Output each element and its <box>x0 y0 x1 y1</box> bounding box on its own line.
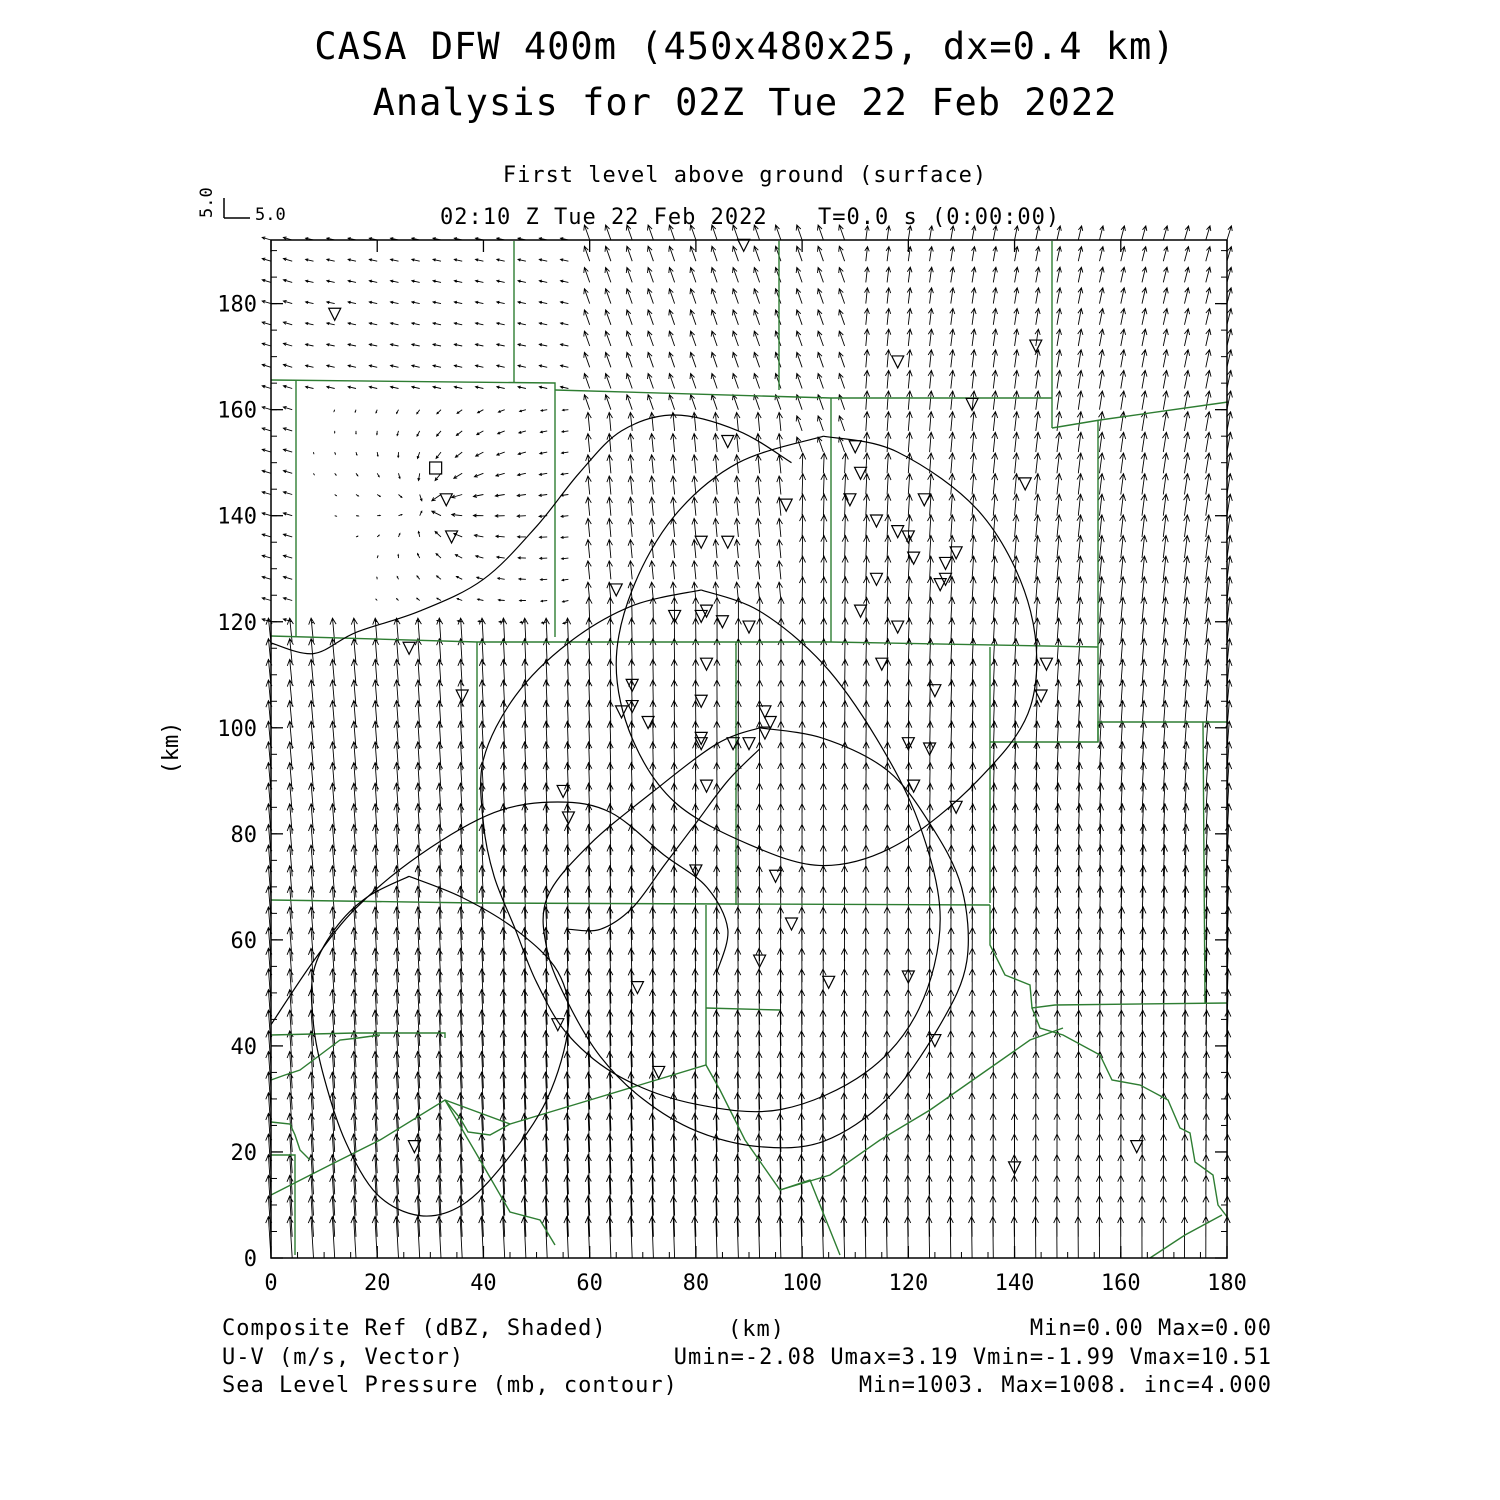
y-tick-label: 80 <box>230 822 257 848</box>
station-marker <box>701 658 713 670</box>
county-line <box>271 900 990 905</box>
station-marker <box>743 621 755 633</box>
station-marker <box>908 780 920 792</box>
model-time-label: T=0.0 s (0:00:00) <box>818 205 1061 230</box>
level-label: First level above ground (surface) <box>502 163 988 188</box>
station-marker <box>950 801 962 813</box>
county-line <box>271 380 555 637</box>
station-marker <box>610 584 622 596</box>
station-marker <box>940 557 952 569</box>
x-tick-label: 80 <box>682 1271 710 1296</box>
station-marker <box>446 531 458 543</box>
station-marker <box>892 621 904 633</box>
chart-title-line2: Analysis for 02Z Tue 22 Feb 2022 <box>372 81 1118 124</box>
footer-field3-label: Sea Level Pressure (mb, contour) <box>222 1373 678 1398</box>
y-tick-label: 180 <box>217 292 257 318</box>
square-station-marker <box>430 462 442 474</box>
station-marker <box>823 976 835 988</box>
station-marker <box>701 780 713 792</box>
x-tick-label: 40 <box>470 1271 497 1296</box>
footer-x-unit-label: (km) <box>728 1317 785 1342</box>
station-marker <box>1131 1141 1143 1153</box>
station-marker <box>1019 478 1031 490</box>
station-marker <box>870 573 882 585</box>
y-tick-label: 40 <box>230 1034 257 1060</box>
station-marker <box>738 239 750 251</box>
y-tick-label: 100 <box>217 716 257 742</box>
pressure-contour <box>271 802 728 1025</box>
valid-time-label: 02:10 Z Tue 22 Feb 2022 <box>440 205 768 230</box>
y-tick-label: 60 <box>230 928 257 954</box>
x-tick-label: 0 <box>264 1271 278 1296</box>
footer-field1-stats: Min=0.00 Max=0.00 <box>1029 1316 1272 1341</box>
x-tick-label: 120 <box>888 1271 929 1296</box>
county-line <box>990 905 1228 1008</box>
y-tick-label: 140 <box>217 504 257 530</box>
station-marker <box>1040 658 1052 670</box>
station-marker <box>722 536 734 548</box>
vector-key-v-label: 5.0 <box>197 187 217 218</box>
county-line <box>1203 722 1205 1003</box>
pressure-contour <box>271 415 792 654</box>
pressure-contour <box>481 590 941 1112</box>
footer-field2-stats: Umin=-2.08 Umax=3.19 Vmin=-1.99 Vmax=10.51 <box>673 1345 1272 1370</box>
station-marker <box>695 695 707 707</box>
chart-title-line1: CASA DFW 400m (450x480x25, dx=0.4 km) <box>314 25 1176 68</box>
station-marker <box>892 526 904 538</box>
y-tick-label: 0 <box>243 1247 257 1272</box>
vector-key <box>224 198 250 218</box>
station-marker <box>695 536 707 548</box>
station-marker <box>770 870 782 882</box>
footer-field1-label: Composite Ref (dBZ, Shaded) <box>222 1316 607 1341</box>
county-line <box>1032 1008 1228 1218</box>
station-marker <box>562 812 574 824</box>
station-marker <box>918 494 930 506</box>
county-line <box>990 722 1228 742</box>
x-tick-label: 180 <box>1207 1271 1247 1296</box>
y-axis-label: (km) <box>159 721 184 775</box>
station-marker <box>785 918 797 930</box>
station-marker <box>934 579 946 591</box>
station-marker <box>631 982 643 994</box>
station-marker <box>855 605 867 617</box>
station-marker <box>440 494 452 506</box>
station-marker <box>780 499 792 511</box>
vector-key-u-label: 5.0 <box>255 205 286 225</box>
y-tick-label: 20 <box>230 1140 257 1166</box>
x-tick-label: 20 <box>363 1271 391 1296</box>
y-tick-label: 160 <box>217 398 257 424</box>
plot-axes <box>217 240 1247 1296</box>
station-marker <box>329 308 341 320</box>
station-marker <box>892 356 904 368</box>
y-tick-label: 120 <box>217 610 257 636</box>
x-tick-label: 100 <box>782 1271 822 1296</box>
station-marker <box>722 435 734 447</box>
x-tick-label: 140 <box>994 1271 1035 1296</box>
station-marker <box>849 441 861 453</box>
x-tick-label: 60 <box>576 1271 603 1296</box>
station-marker <box>743 738 755 750</box>
x-tick-label: 160 <box>1100 1271 1141 1296</box>
footer-field2-label: U-V (m/s, Vector) <box>222 1345 465 1370</box>
station-marker <box>870 515 882 527</box>
station-marker <box>876 658 888 670</box>
station-marker <box>716 616 728 628</box>
station-marker <box>1030 340 1042 352</box>
footer-field3-stats: Min=1003. Max=1008. inc=4.000 <box>858 1373 1272 1398</box>
station-marker <box>403 642 415 654</box>
